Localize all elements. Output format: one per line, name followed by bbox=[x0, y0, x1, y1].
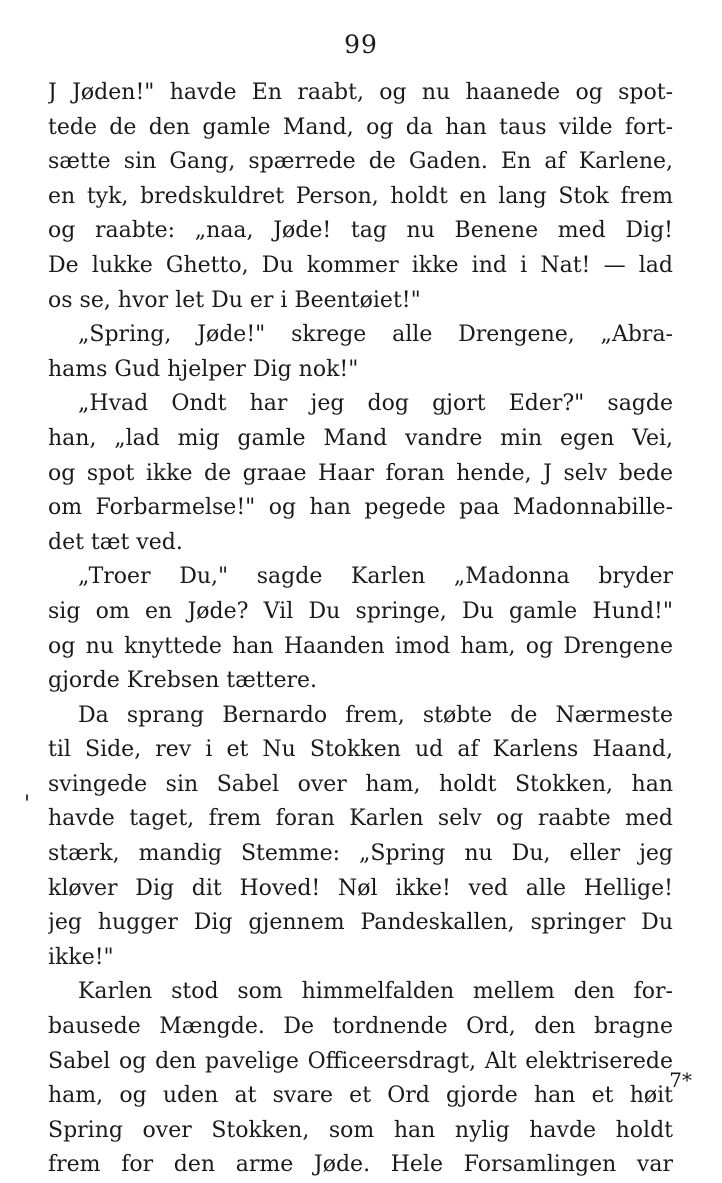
text-line: Sabel og den pavelige Officeersdragt, Alt elektriserede bbox=[48, 1048, 673, 1074]
text-line: havde taget, frem foran Karlen selv og raabte med bbox=[48, 806, 673, 832]
text-line: til Side, rev i et Nu Stokken ud af Karlens Haand, bbox=[48, 737, 673, 763]
text-line: svingede sin Sabel over ham, holdt Stokken, han bbox=[48, 771, 673, 797]
text-line: frem for den arme Jøde. Hele Forsamlingen var bbox=[48, 1152, 673, 1178]
text-line: gjorde Krebsen tættere. bbox=[48, 668, 318, 694]
text-line: jeg hugger Dig gjennem Pandeskallen, springer Du bbox=[48, 910, 673, 936]
text-line: „Hvad Ondt har jeg dog gjort Eder?" sagde bbox=[78, 391, 673, 417]
text-line: sætte sin Gang, spærrede de Gaden. En af Karlene, bbox=[48, 149, 673, 175]
text-line: De lukke Ghetto, Du kommer ikke ind i Nat! — lad bbox=[48, 252, 673, 278]
margin-mark: ' bbox=[24, 792, 31, 817]
text-line: en tyk, bredskuldret Person, holdt en lang Stok frem bbox=[48, 183, 673, 209]
text-line: sig om en Jøde? Vil Du springe, Du gamle Hund!" bbox=[48, 598, 673, 624]
page-number: 99 bbox=[344, 30, 378, 59]
text-line: Karlen stod som himmelfalden mellem den for- bbox=[78, 979, 673, 1005]
text-line: det tæt ved. bbox=[48, 529, 183, 555]
text-line: J Jøden!" havde En raabt, og nu haanede og spot- bbox=[48, 80, 673, 105]
text-line: om Forbarmelse!" og han pegede paa Madonnabille- bbox=[48, 495, 673, 521]
text-line: os se, hvor let Du er i Beentøiet!" bbox=[48, 287, 421, 313]
text-line: stærk, mandig Stemme: „Spring nu Du, eller jeg bbox=[48, 841, 673, 867]
text-line: Da sprang Bernardo frem, støbte de Nærmeste bbox=[78, 702, 673, 728]
text-line: ham, og uden at svare et Ord gjorde han et høit bbox=[48, 1083, 673, 1109]
text-line: Spring over Stokken, som han nylig havde holdt bbox=[48, 1117, 673, 1143]
signature-mark: 7* bbox=[669, 1068, 692, 1092]
text-line: bausede Mængde. De tordnende Ord, den bragne bbox=[48, 1014, 673, 1040]
text-line: „Spring, Jøde!" skrege alle Drengene, „Abra- bbox=[78, 322, 673, 348]
text-line: han, „lad mig gamle Mand vandre min egen Vei, bbox=[48, 425, 673, 451]
text-line: „Troer Du," sagde Karlen „Madonna bryder bbox=[78, 564, 673, 590]
text-line: tede de den gamle Mand, og da han taus vilde fort- bbox=[48, 114, 673, 140]
text-line: og nu knyttede han Haanden imod ham, og Drengene bbox=[48, 633, 673, 659]
text-line: ikke!" bbox=[48, 944, 114, 970]
text-block bbox=[48, 76, 673, 1183]
text-line: kløver Dig dit Hoved! Nøl ikke! ved alle Hellige! bbox=[48, 875, 673, 901]
text-line: og spot ikke de graae Haar foran hende, J selv bede bbox=[48, 460, 673, 486]
text-line: hams Gud hjelper Dig nok!" bbox=[48, 356, 359, 382]
text-line: og raabte: „naa, Jøde! tag nu Benene med Dig! bbox=[48, 218, 673, 244]
